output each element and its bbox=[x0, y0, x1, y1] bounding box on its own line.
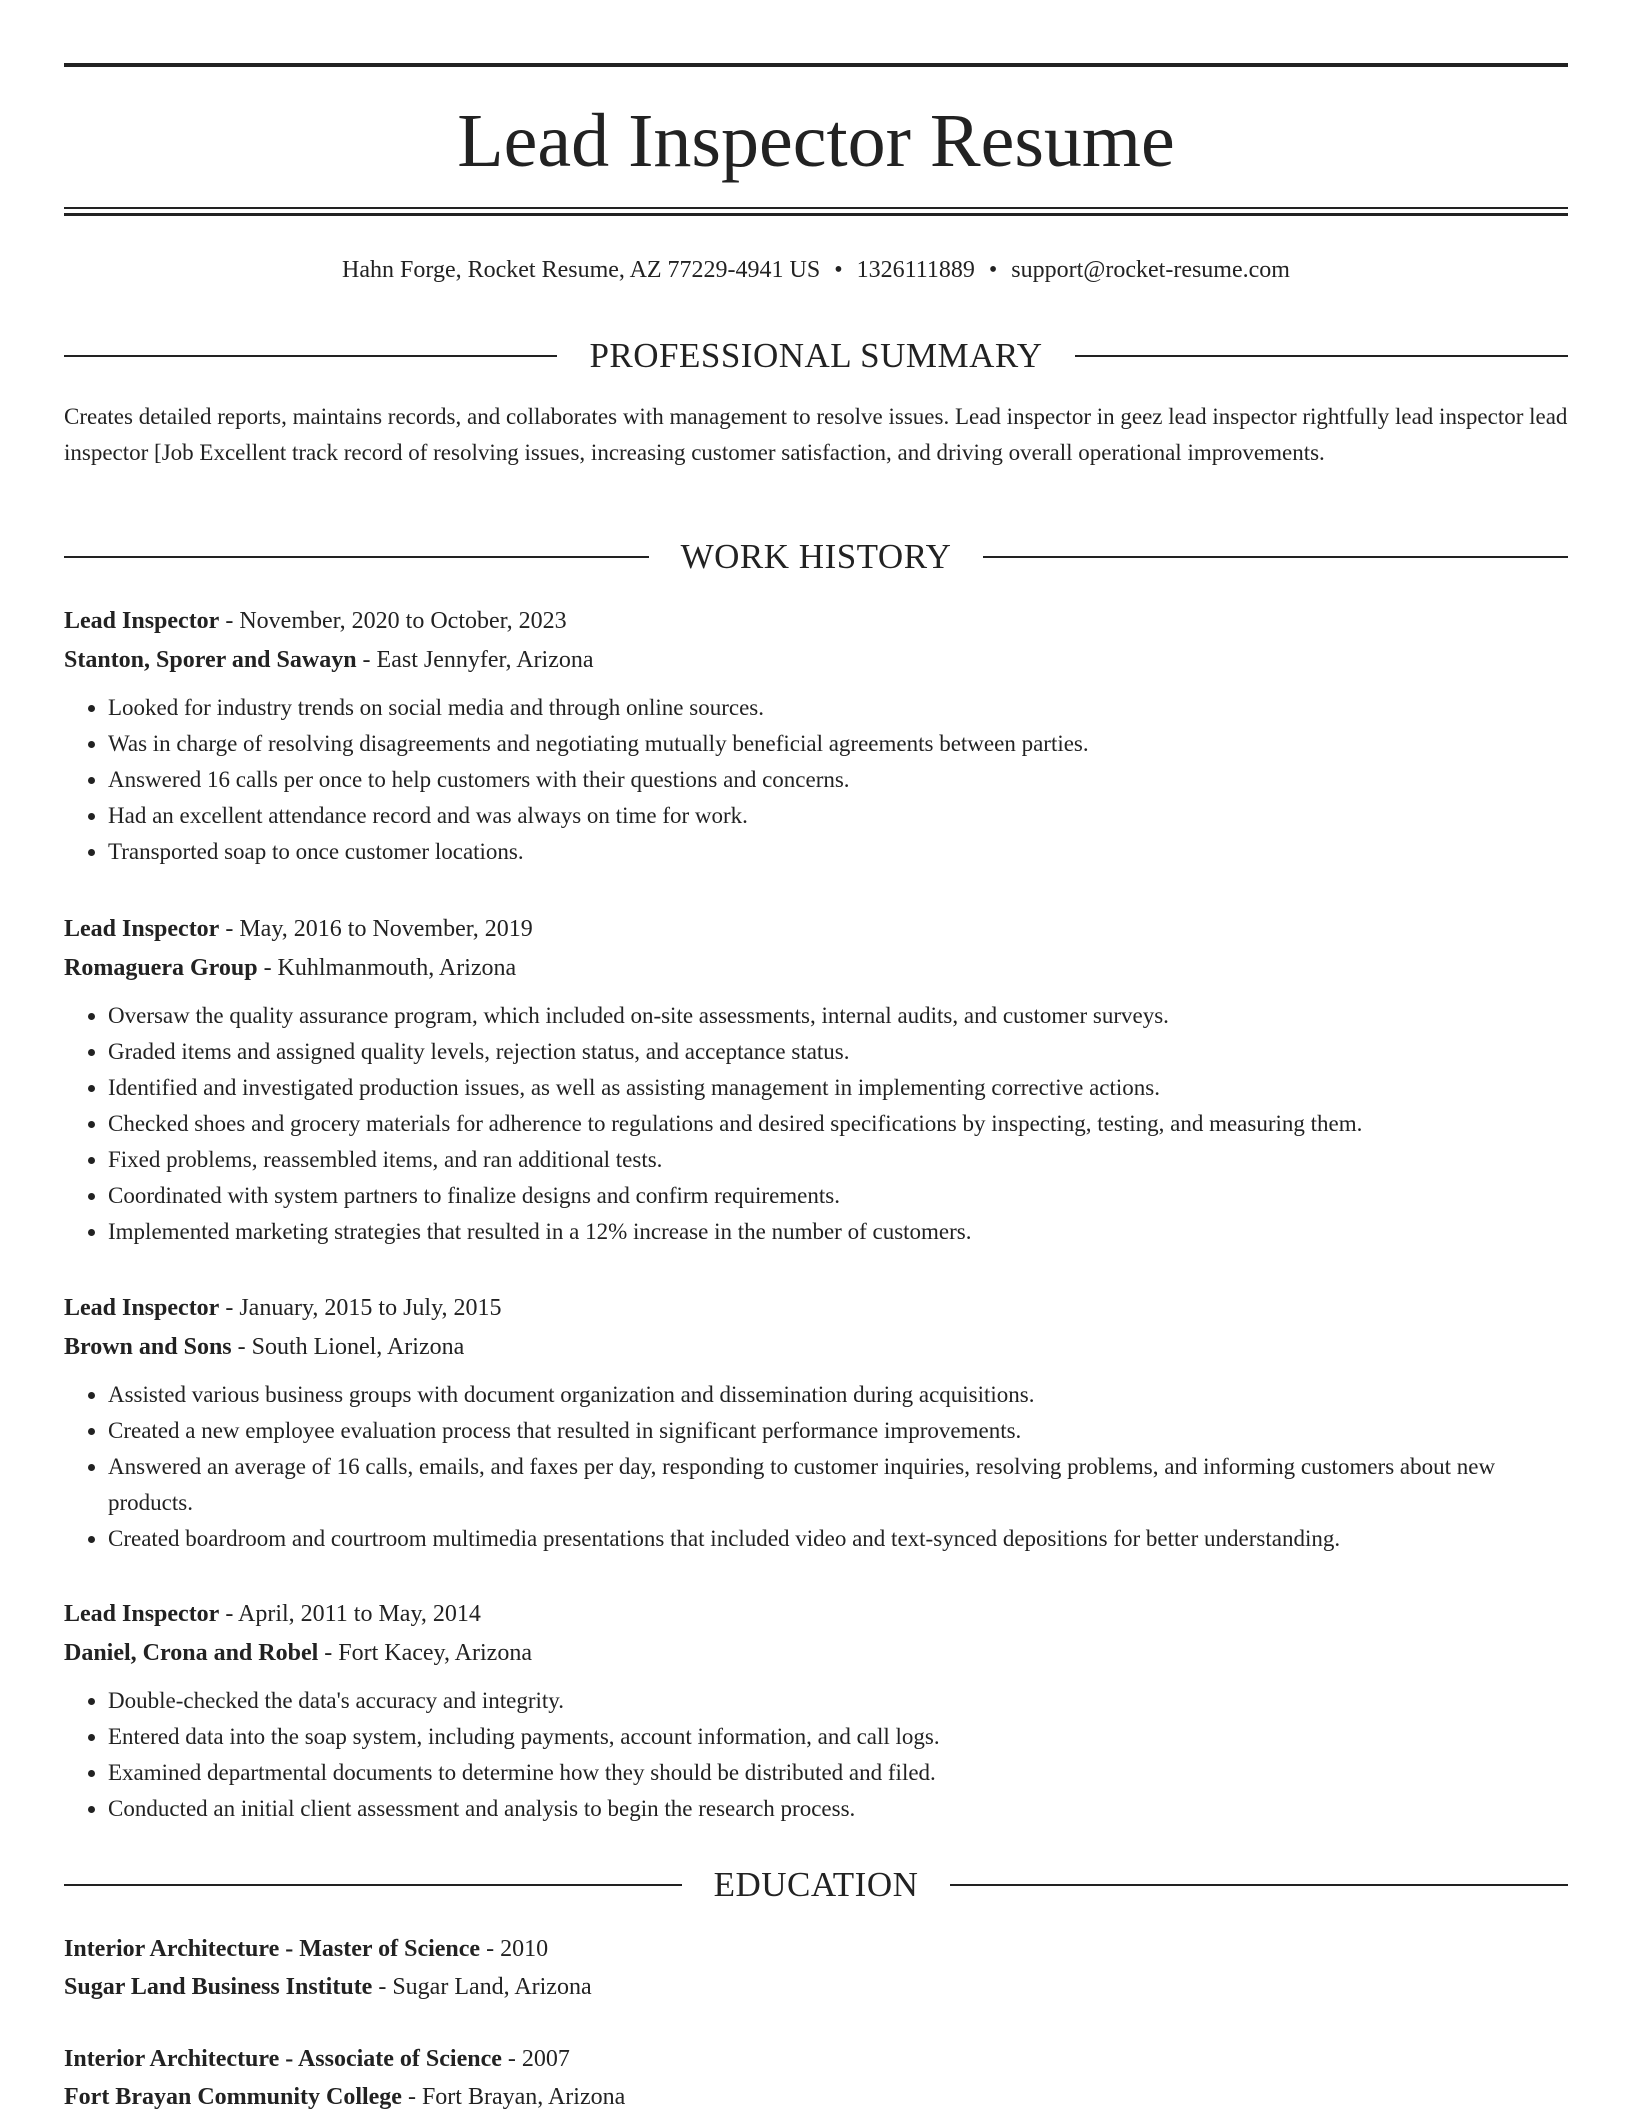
job-title-line bbox=[64, 602, 1568, 641]
section-heading-summary bbox=[64, 336, 1568, 376]
contact-phone: 1326111889 bbox=[856, 257, 975, 283]
job-location: - Kuhlmanmouth, Arizona bbox=[257, 955, 517, 981]
divider bbox=[64, 355, 557, 357]
list-item: • Graded items and assigned quality levels, rejection status, and acceptance status. bbox=[108, 1034, 1568, 1070]
job-entry bbox=[64, 910, 1568, 1250]
contact-email: support@rocket-resume.com bbox=[1011, 257, 1290, 283]
list-item: • Examined departmental documents to determine how they should be distributed and filed. bbox=[108, 1755, 1568, 1791]
education-degree-line bbox=[64, 2040, 1568, 2078]
title-double-rule bbox=[64, 207, 1568, 216]
list-item: • Assisted various business groups with document organization and dissemination during acquisitions. bbox=[108, 1377, 1568, 1413]
contact-line bbox=[64, 254, 1568, 286]
job-bullets bbox=[64, 1683, 1568, 1827]
job-bullets bbox=[64, 1377, 1568, 1557]
job-location: - South Lionel, Arizona bbox=[231, 1334, 465, 1360]
list-item: • Double-checked the data's accuracy and integrity. bbox=[108, 1683, 1568, 1719]
list-item: • Answered 16 calls per once to help customers with their questions and concerns. bbox=[108, 762, 1568, 798]
job-company: Stanton, Sporer and Sawayn bbox=[64, 647, 357, 673]
job-dates: - May, 2016 to November, 2019 bbox=[219, 916, 533, 942]
section-heading-label: PROFESSIONAL SUMMARY bbox=[589, 336, 1043, 375]
education-degree: Interior Architecture - Master of Science bbox=[64, 1936, 481, 1962]
job-dates: - November, 2020 to October, 2023 bbox=[219, 608, 567, 634]
education-degree-line bbox=[64, 1930, 1568, 1968]
list-item: • Oversaw the quality assurance program, which included on-site assessments, internal audits, and customer surveys. bbox=[108, 998, 1568, 1034]
job-bullets bbox=[64, 998, 1568, 1250]
education-year: - 2010 bbox=[480, 1936, 549, 1962]
education-entry bbox=[64, 2040, 1568, 2116]
job-entry bbox=[64, 1595, 1568, 1827]
education-school-line bbox=[64, 1968, 1568, 2006]
top-rule bbox=[64, 63, 1568, 67]
contact-separator: • bbox=[834, 257, 843, 283]
job-company: Daniel, Crona and Robel bbox=[64, 1640, 319, 1666]
contact-address: Hahn Forge, Rocket Resume, AZ 77229-4941 US bbox=[342, 257, 821, 283]
job-company-line bbox=[64, 1328, 1568, 1367]
education-school-line bbox=[64, 2078, 1568, 2116]
list-item: • Implemented marketing strategies that resulted in a 12% increase in the number of customers. bbox=[108, 1214, 1568, 1250]
list-item: • Created a new employee evaluation process that resulted in significant performance improvements. bbox=[108, 1413, 1568, 1449]
job-title: Lead Inspector bbox=[64, 1601, 220, 1627]
divider bbox=[64, 556, 649, 558]
list-item: • Created boardroom and courtroom multimedia presentations that included video and text-synced depositions for better understanding. bbox=[108, 1521, 1568, 1557]
list-item: • Had an excellent attendance record and was always on time for work. bbox=[108, 798, 1568, 834]
job-bullets bbox=[64, 690, 1568, 870]
job-title-line bbox=[64, 1289, 1568, 1328]
list-item: • Was in charge of resolving disagreements and negotiating mutually beneficial agreements between parties. bbox=[108, 726, 1568, 762]
divider bbox=[983, 556, 1568, 558]
job-dates: - April, 2011 to May, 2014 bbox=[219, 1601, 481, 1627]
job-dates: - January, 2015 to July, 2015 bbox=[219, 1295, 502, 1321]
job-company: Brown and Sons bbox=[64, 1334, 232, 1360]
education-school: Sugar Land Business Institute bbox=[64, 1974, 373, 2000]
education-year: - 2007 bbox=[501, 2046, 570, 2072]
list-item: • Entered data into the soap system, including payments, account information, and call logs. bbox=[108, 1719, 1568, 1755]
education-entry bbox=[64, 1930, 1568, 2006]
page-title: Lead Inspector Resume bbox=[457, 99, 1175, 183]
job-company-line bbox=[64, 1634, 1568, 1673]
job-title: Lead Inspector bbox=[64, 608, 220, 634]
education-location: - Sugar Land, Arizona bbox=[372, 1974, 592, 2000]
list-item: • Coordinated with system partners to finalize designs and confirm requirements. bbox=[108, 1178, 1568, 1214]
education-degree: Interior Architecture - Associate of Science bbox=[64, 2046, 502, 2072]
job-entry bbox=[64, 602, 1568, 870]
job-location: - Fort Kacey, Arizona bbox=[318, 1640, 532, 1666]
section-heading-work-history bbox=[64, 537, 1568, 577]
list-item: • Answered an average of 16 calls, emails, and faxes per day, responding to customer inquiries, resolving problems, and informing customers about new products. bbox=[108, 1449, 1568, 1521]
divider bbox=[1075, 355, 1568, 357]
contact-separator: • bbox=[988, 257, 998, 283]
job-location: - East Jennyfer, Arizona bbox=[356, 647, 594, 673]
section-heading-label: WORK HISTORY bbox=[680, 537, 952, 576]
list-item: • Fixed problems, reassembled items, and ran additional tests. bbox=[108, 1142, 1568, 1178]
job-company-line bbox=[64, 949, 1568, 988]
job-company: Romaguera Group bbox=[64, 955, 258, 981]
education-location: - Fort Brayan, Arizona bbox=[401, 2084, 626, 2110]
job-title: Lead Inspector bbox=[64, 916, 220, 942]
job-title: Lead Inspector bbox=[64, 1295, 220, 1321]
divider bbox=[950, 1884, 1568, 1886]
job-company-line bbox=[64, 641, 1568, 680]
summary-paragraph: Creates detailed reports, maintains records, and collaborates with management to resolve issues. Lead inspector in geez lead inspector rightfully lead inspector lead inspector [Job Excellent track record of resolving issues, increasing customer satisfaction, and driving overall operational improvements. bbox=[64, 404, 1568, 465]
job-title-line bbox=[64, 910, 1568, 949]
list-item: • Transported soap to once customer locations. bbox=[108, 834, 1568, 870]
divider bbox=[64, 1884, 682, 1886]
job-title-line bbox=[64, 1595, 1568, 1634]
list-item: • Identified and investigated production issues, as well as assisting management in implementing corrective actions. bbox=[108, 1070, 1568, 1106]
section-heading-education bbox=[64, 1865, 1568, 1905]
list-item: • Conducted an initial client assessment and analysis to begin the research process. bbox=[108, 1791, 1568, 1827]
section-heading-label: EDUCATION bbox=[713, 1865, 919, 1904]
list-item: • Checked shoes and grocery materials for adherence to regulations and desired specifications by inspecting, testing, and measuring them. bbox=[108, 1106, 1568, 1142]
education-school: Fort Brayan Community College bbox=[64, 2084, 402, 2110]
list-item: • Looked for industry trends on social media and through online sources. bbox=[108, 690, 1568, 726]
job-entry bbox=[64, 1289, 1568, 1557]
